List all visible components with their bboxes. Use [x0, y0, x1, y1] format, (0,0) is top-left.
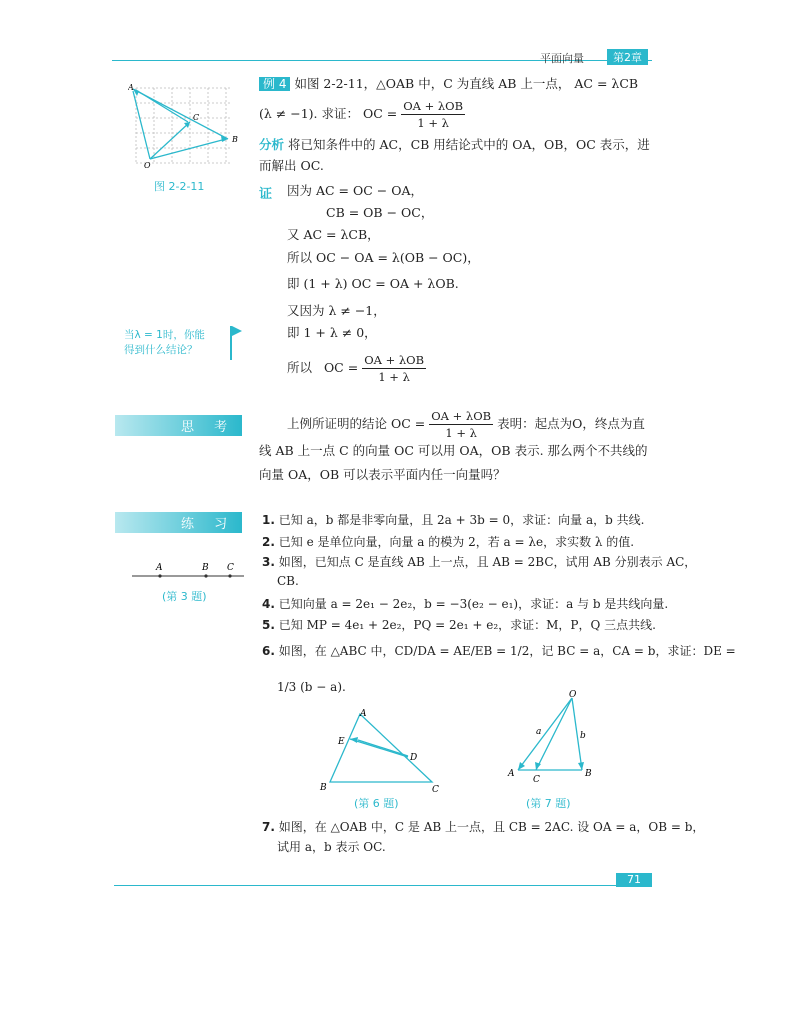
think-title: 思 考: [181, 420, 236, 435]
exercise-7: [262, 820, 704, 835]
think-line2: 线 AB 上一点 C 的向量 OC 可以用 OA，OB 表示. 那么两个不共线的: [259, 443, 648, 458]
fig-label-C: C: [193, 113, 200, 122]
think-line1: [287, 408, 645, 441]
think-lhs: OC =: [391, 416, 426, 431]
analysis-text1: 将已知条件中的 AC，CB 用结论式中的 OA，OB，OC 表示，进: [288, 137, 650, 152]
side-note-line2: 得到什么结论？: [124, 344, 198, 356]
fig3-label-A: A: [156, 563, 163, 573]
proof-step-8: 所以: [287, 360, 313, 375]
analysis-line2: 而解出 OC.: [259, 158, 324, 173]
figure-exercise-6: [316, 706, 444, 796]
exercise-3: [262, 555, 696, 570]
figure-caption: 图 2-2-11: [154, 180, 205, 193]
side-note-line1: 当λ = 1时，你能: [124, 329, 205, 341]
proof-step-1: 因为 AC = OC − OA，: [287, 183, 423, 198]
practice-title: 练 习: [181, 517, 236, 532]
proof-final: [287, 352, 426, 385]
fig7-caption: (第 7 题): [526, 797, 571, 810]
proof-final-lhs: OC =: [323, 360, 359, 375]
think-pre: 上例所证明的结论: [287, 416, 388, 431]
fig6-label-A: A: [360, 709, 367, 719]
page-number: 71: [616, 873, 652, 887]
proof-label: 证: [259, 187, 273, 202]
fig7-label-b: b: [580, 731, 586, 741]
exercise-text: 已知向量 a = 2e₁ − 2e₂，b = −3(e₂ − e₁)，求证：a 与 b 是共线向量.: [278, 597, 669, 611]
fig-label-B: B: [232, 135, 238, 144]
fig3-label-C: C: [227, 563, 234, 573]
exercise-text: 已知 e 是单位向量，向量 a 的模为 2，若 a = λe，求实数 λ 的值.: [278, 535, 635, 549]
fig-label-A: A: [128, 83, 134, 92]
figure-exercise-7: [506, 688, 602, 788]
figure-exercise-3: [132, 560, 244, 582]
proof-step-6: 又因为 λ ≠ −1，: [287, 303, 386, 318]
frac-den: 1 + λ: [445, 426, 477, 440]
think-fraction: [429, 408, 493, 441]
proof-step-4: 所以 OC − OA = λ(OB − OC)，: [287, 250, 480, 265]
exercise-2: [262, 535, 634, 550]
exercise-number: 3.: [262, 555, 275, 569]
fig-label-O: O: [144, 161, 151, 170]
think-section-bar: [115, 415, 242, 436]
example-text: 如图 2-2-11，△OAB 中，C 为直线 AB 上一点，: [294, 76, 571, 91]
exercise-6: [262, 644, 736, 659]
example-lhs: OC =: [362, 106, 398, 121]
analysis-line1: [259, 137, 650, 153]
exercise-text: 已知 MP = 4e₁ + 2e₂，PQ = 2e₁ + e₂，求证：M，P，Q 三点共线.: [278, 618, 656, 632]
fig7-label-O: O: [569, 690, 577, 700]
example-fraction: [401, 98, 465, 131]
exercise-5: [262, 618, 656, 633]
example-line2: [259, 98, 465, 131]
proof-step-3: 又 AC = λCB，: [287, 227, 380, 242]
proof-final-fraction: [362, 352, 426, 385]
fig6-label-C: C: [432, 785, 439, 795]
frac-num: OA + λOB: [403, 99, 464, 113]
example-eq: AC = λCB: [574, 76, 639, 91]
frac-den: 1 + λ: [378, 370, 410, 384]
fig7-label-C: C: [533, 775, 540, 785]
frac-num: OA + λOB: [431, 409, 492, 423]
exercise-text: 如图，在 △OAB 中，C 是 AB 上一点，且 CB = 2AC. 设 OA = a，OB = b，: [278, 820, 705, 834]
fig6-label-E: E: [338, 737, 345, 747]
proof-step-7: 即 1 + λ ≠ 0，: [287, 325, 377, 340]
header-title: 平面向量: [540, 52, 584, 65]
think-line3: 向量 OA，OB 可以表示平面内任一向量吗？: [259, 467, 506, 482]
fig6-label-B: B: [320, 783, 327, 793]
side-note: [124, 328, 205, 358]
exercise-text: 已知 a，b 都是非零向量，且 2a + 3b = 0，求证：向量 a，b 共线.: [278, 513, 645, 527]
think-post: 表明：起点为O，终点为直: [497, 416, 645, 431]
exercise-1: [262, 513, 644, 528]
fig3-label-B: B: [202, 563, 209, 573]
exercise-number: 7.: [262, 820, 275, 834]
figure-2-2-11: [128, 82, 240, 170]
flag-icon: [227, 322, 245, 362]
footer-rule: [114, 885, 652, 886]
fig6-caption: (第 6 题): [354, 797, 399, 810]
example-tag: 例 4: [259, 77, 290, 91]
exercise-number: 1.: [262, 513, 275, 527]
header-chapter-badge: 第2章: [607, 49, 648, 65]
fig7-label-A: A: [508, 769, 515, 779]
exercise-number: 5.: [262, 618, 275, 632]
proof-step-2: CB = OB − OC，: [326, 205, 434, 220]
analysis-label: 分析: [259, 137, 285, 152]
proof-step-5: 即 (1 + λ) OC = OA + λOB.: [287, 276, 459, 291]
exercise-text: 如图，已知点 C 是直线 AB 上一点，且 AB = 2BC，试用 AB 分别表示 AC，: [278, 555, 697, 569]
practice-section-bar: [115, 512, 242, 533]
frac-num: OA + λOB: [364, 353, 425, 367]
exercise-text: 如图，在 △ABC 中，CD/DA = AE/EB = 1/2，记 BC = a，CA = b，求证：DE =: [278, 644, 736, 658]
exercise-number: 4.: [262, 597, 275, 611]
exercise-4: [262, 597, 668, 612]
exercise-6-cont: 1/3 (b − a).: [277, 680, 346, 694]
example-prefix: (λ ≠ −1). 求证：: [259, 106, 359, 121]
example-line1: [259, 76, 638, 92]
fig6-label-D: D: [410, 753, 418, 763]
exercise-number: 6.: [262, 644, 275, 658]
exercise-3-cont: CB.: [277, 574, 299, 588]
fig7-label-a: a: [536, 727, 542, 737]
frac-den: 1 + λ: [417, 116, 449, 130]
exercise-number: 2.: [262, 535, 275, 549]
fig3-caption: (第 3 题): [162, 590, 207, 603]
fig7-label-B: B: [585, 769, 592, 779]
exercise-7-cont: 试用 a，b 表示 OC.: [277, 840, 386, 854]
